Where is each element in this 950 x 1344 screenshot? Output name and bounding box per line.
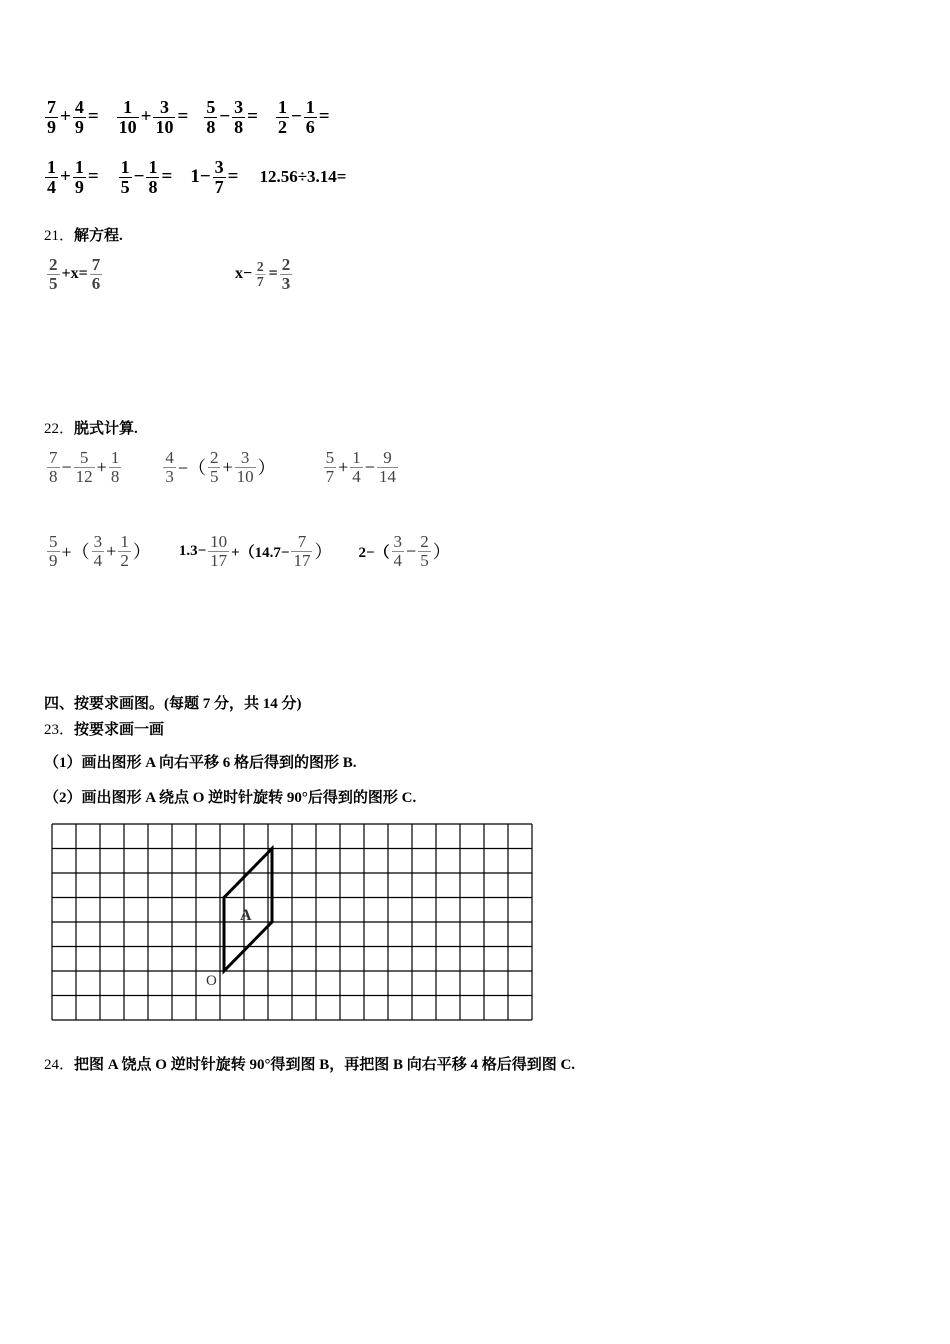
q23-item-2: （2）画出图形 A 绕点 O 逆时针旋转 90°后得到的图形 C. (44, 790, 417, 806)
q22-expr-2: $\frac{4}{3}$ −（ $\frac{2}{5}$ + $\frac{3}{10}$ ） (165, 448, 276, 486)
q23-grid-figure (50, 822, 534, 1022)
q22-row-1 (46, 449, 399, 486)
calc-1-2: $\frac{1}{10}$ + $\frac{3}{10}$ = (118, 97, 189, 137)
calc-1-1: $\frac{7}{9}$ + $\frac{4}{9}$ = (47, 97, 99, 137)
grid-lines (52, 824, 532, 1020)
q21-equation-1: $\frac{2}{5}$ +x= $\frac{7}{6}$ (49, 255, 101, 293)
q22-expr-3: $\frac{5}{7}$ + $\frac{1}{4}$ − $\frac{9}{14}$ (325, 448, 396, 486)
q23-item-1: （1）画出图形 A 向右平移 6 格后得到的图形 B. (44, 755, 357, 771)
point-o-label: O (206, 973, 217, 989)
q22-heading: 22．脱式计算. (44, 421, 138, 437)
q23-heading: 23．按要求画一画 (44, 722, 165, 738)
calc-2-2: $\frac{1}{5}$ − $\frac{1}{8}$ = (120, 157, 173, 197)
calc-2-1: $\frac{1}{4}$ + $\frac{1}{9}$ = (47, 157, 99, 197)
section-4-heading: 四、按要求画图。(每题 7 分，共 14 分) (44, 696, 302, 712)
q22-expr-6: 2−（ $\frac{3}{4}$ − $\frac{2}{5}$ ） (358, 532, 451, 570)
q22-expr-4: $\frac{5}{9}$ +（ $\frac{3}{4}$ + $\frac{1}{2}$ ） (49, 532, 151, 570)
calc-1-3: $\frac{5}{8}$ − $\frac{3}{8}$ = (206, 97, 258, 137)
calc-1-4: $\frac{1}{2}$ − $\frac{1}{6}$ = (277, 97, 330, 137)
q22-expr-1: $\frac{7}{8}$ − $\frac{5}{12}$ + $\frac{1}{8}$ (49, 448, 120, 486)
q24-text: 24．把图 A 饶点 O 逆时针旋转 90°得到图 B，再把图 B 向右平移 4 格后得到图 C. (44, 1057, 576, 1073)
shape-a-label: A (240, 907, 252, 924)
calc-2-4: 12.56÷3.14= (259, 167, 347, 187)
calc-2-3: 1− $\frac{3}{7}$ = (190, 157, 239, 197)
q22-row-2 (46, 533, 452, 570)
q21-equation-2: x− $\frac{2}{7}$ = $\frac{2}{3}$ (235, 255, 291, 293)
q22-expr-5: 1.3− $\frac{10}{17}$ +（14.7− $\frac{7}{17}$ ） (178, 532, 333, 570)
calc-row-1 (44, 98, 331, 137)
q21-heading: 21．解方程. (44, 228, 123, 244)
calc-row-2 (44, 158, 347, 197)
